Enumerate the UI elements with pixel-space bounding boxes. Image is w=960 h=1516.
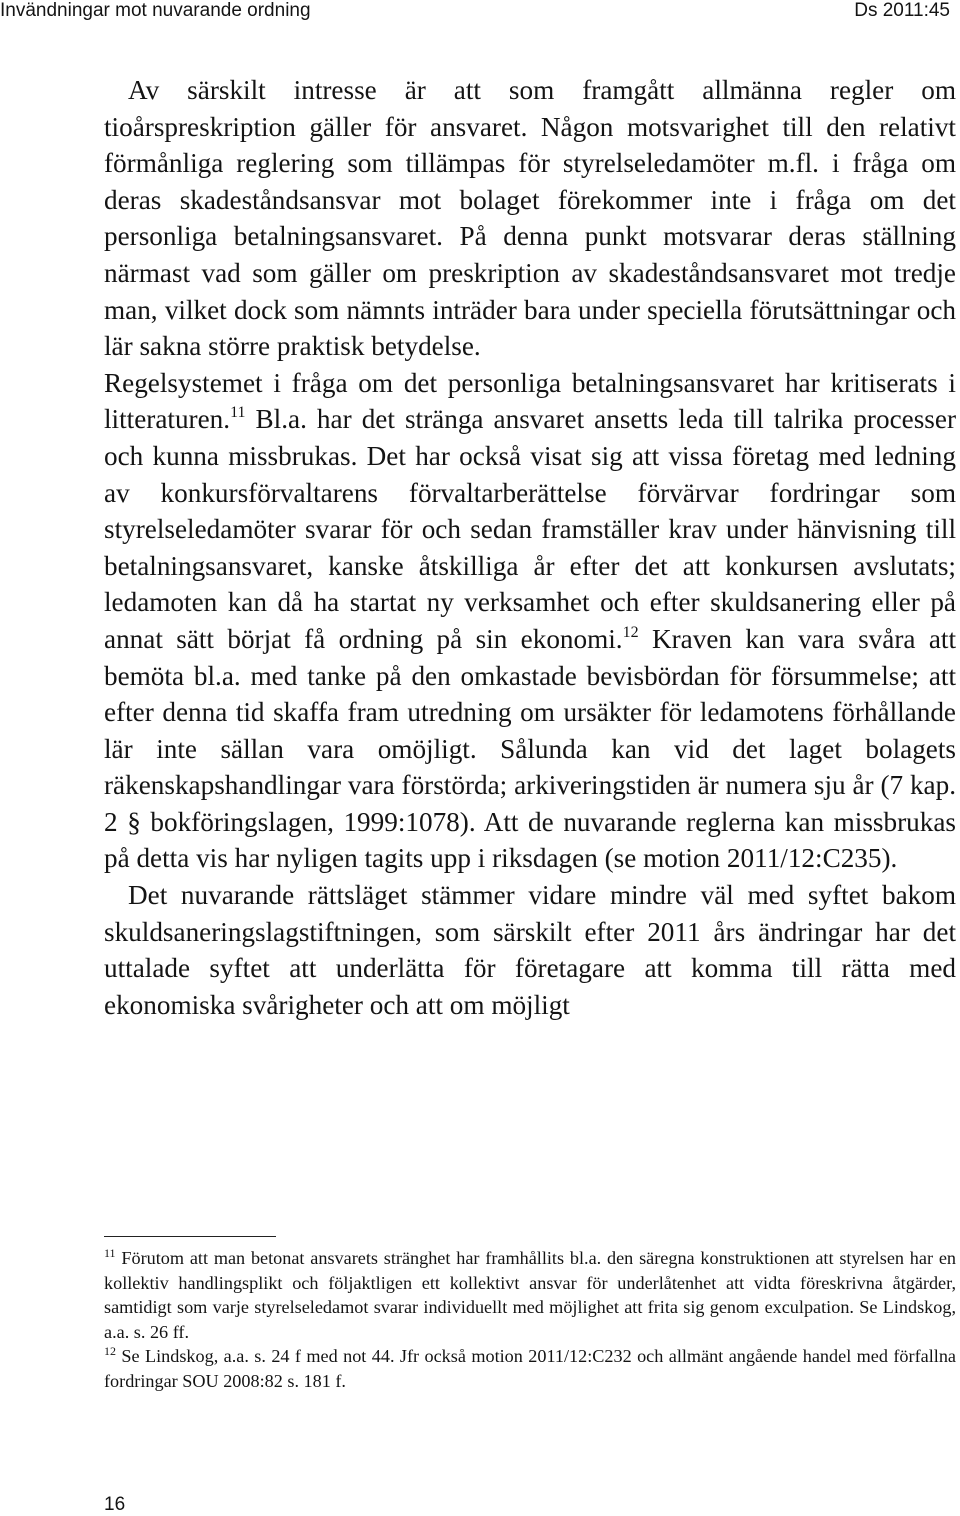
paragraph-2-part-c: Kraven kan vara svåra att bemöta bl.a. med tanke på den omkastade bevisbördan för försummelse; att efter denna tid skaffa fram utredning om ursäkter för ledamotens förhållande lär inte sällan vara omöjligt. Sålunda kan vid det laget bolagets räkenskapshandlingar vara förstörda; arkiveringstiden är numera sju år (7 kap. 2 § bokföringslagen, 1999:1078). Att de nuvarande reglerna kan missbrukas på detta vis har nyligen tagits upp i riksdagen (se motion 2011/12:C235). (104, 623, 956, 874)
header-title: Invändningar mot nuvarande ordning (0, 0, 311, 21)
body-text (104, 72, 956, 1023)
paragraph-2-part-a: Regelsystemet i fråga om det personliga betalningsansvaret har kritiserats i litteraturen. (104, 367, 956, 435)
running-header (0, 0, 960, 27)
paragraph-2-part-b: Bl.a. har det stränga ansvaret ansetts leda till talrika processer och kunna missbrukas. Det har också visat sig att vissa företag med ledning av konkursförvaltarens förvaltarberättelse förvärvar fordringar som styrelseledamöter svarar för och sedan framställer krav under hänvisning till betalningsansvaret, kanske åtskilliga år efter det att konkursen avslutats; ledamoten kan då ha startat ny verksamhet och efter skuldsanering eller på annat sätt börjat få ordning på sin ekonomi. (104, 404, 956, 654)
footnote-text: Förutom att man betonat ansvarets stränghet har framhållits bl.a. den säregna konstruktionen att styrelsen har en kollektiv handlingsplikt och följaktligen ett kollektivt ansvar för underlåtenhet att vidta föreskrivna åtgärder, samtidigt som varje styrelseledamot svarar individuellt med möjlighet att frita sig genom exculpation. Se Lindskog, a.a. s. 26 ff. (104, 1248, 956, 1342)
paragraph-3: Det nuvarande rättsläget stämmer vidare mindre väl med syftet bakom skuldsaneringslagstiftningen, som särskilt efter 2011 års ändringar har det uttalade syftet att underlätta för företagare att komma till rätta med ekonomiska svårigheter och att om möjligt (104, 880, 956, 1020)
footnote-12 (104, 1344, 956, 1393)
document-id: Ds 2011:45 (854, 0, 950, 21)
footnote-text: Se Lindskog, a.a. s. 24 f med not 44. Jfr också motion 2011/12:C232 och allmänt angående handel med förfallna fordringar SOU 2008:82 s. 181 f. (104, 1346, 956, 1391)
footnotes (104, 1246, 956, 1394)
footnote-11 (104, 1246, 956, 1344)
footnote-divider (104, 1236, 276, 1237)
footnote-number: 12 (104, 1344, 116, 1359)
footnote-ref-11: 11 (230, 404, 246, 422)
paragraph-1: Av särskilt intresse är att som framgått allmänna regler om tioårspreskription gäller för ansvaret. Någon motsvarighet till den relativt förmånliga reglering som tillämpas för styrelseledamöter m.fl. i fråga om deras skadeståndsansvar mot bolaget förekommer inte i fråga om det personliga betalningsansvaret. På denna punkt motsvarar deras ställning närmast vad som gäller om preskription av skadeståndsansvaret mot tredje man, vilket dock som nämnts inträder bara under speciella förutsättningar och lär sakna större praktisk betydelse. (104, 75, 956, 362)
footnote-number: 11 (104, 1246, 116, 1260)
footnote-ref-12: 12 (622, 623, 639, 641)
page-number: 16 (104, 1494, 126, 1515)
paragraph-2 (104, 365, 956, 877)
